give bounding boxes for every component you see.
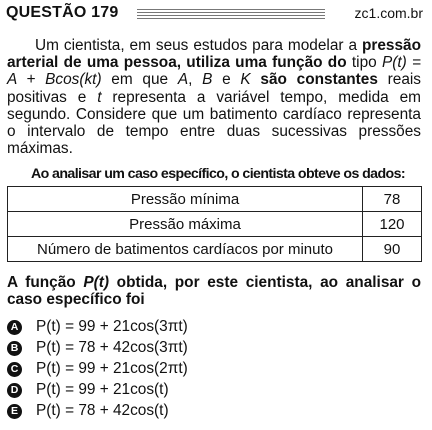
table-cell-label: Pressão mínima	[8, 187, 363, 212]
decorative-stripes	[137, 9, 325, 20]
option-letter-badge: D	[7, 383, 22, 398]
site-label: zc1.com.br	[354, 5, 423, 21]
option-formula: P(t) = 99 + 21cos(2πt)	[36, 360, 188, 377]
table-row	[8, 237, 422, 262]
option-formula: P(t) = 99 + 21cos(t)	[36, 381, 169, 398]
data-lead-text: Ao analisar um caso específico, o cientista obteve os dados:	[31, 166, 405, 182]
option-letter-badge: C	[7, 362, 22, 377]
table-cell-value: 90	[363, 237, 422, 262]
option-letter-badge: A	[7, 320, 22, 335]
option-formula: P(t) = 78 + 42cos(t)	[36, 402, 169, 419]
table-row	[8, 212, 422, 237]
option-letter-badge: B	[7, 341, 22, 356]
question-header	[6, 4, 426, 24]
table-cell-label: Pressão máxima	[8, 212, 363, 237]
question-statement: Um cientista, em seus estudos para modelar a pressão arterial de uma pessoa, utiliza uma função do tipo P(t) = A + Bcos(kt) em que A, B e K são constantes reais positivas e t representa a variável tempo, medida em segundo. Considere que um batimento cardíaco representa o intervalo de tempo entre duas sucessivas pressões máximas.	[7, 37, 421, 158]
table-row	[8, 187, 422, 212]
option-letter-badge: E	[7, 404, 22, 419]
table-cell-label: Número de batimentos cardíacos por minuto	[8, 237, 363, 262]
question-prompt: A função P(t) obtida, por este cientista, ao analisar o caso específico foi	[7, 274, 421, 309]
option-formula: P(t) = 99 + 21cos(3πt)	[36, 318, 188, 335]
data-table	[7, 186, 422, 262]
table-cell-value: 78	[363, 187, 422, 212]
question-title: QUESTÃO 179	[6, 4, 119, 21]
table-cell-value: 120	[363, 212, 422, 237]
option-formula: P(t) = 78 + 42cos(3πt)	[36, 339, 188, 356]
